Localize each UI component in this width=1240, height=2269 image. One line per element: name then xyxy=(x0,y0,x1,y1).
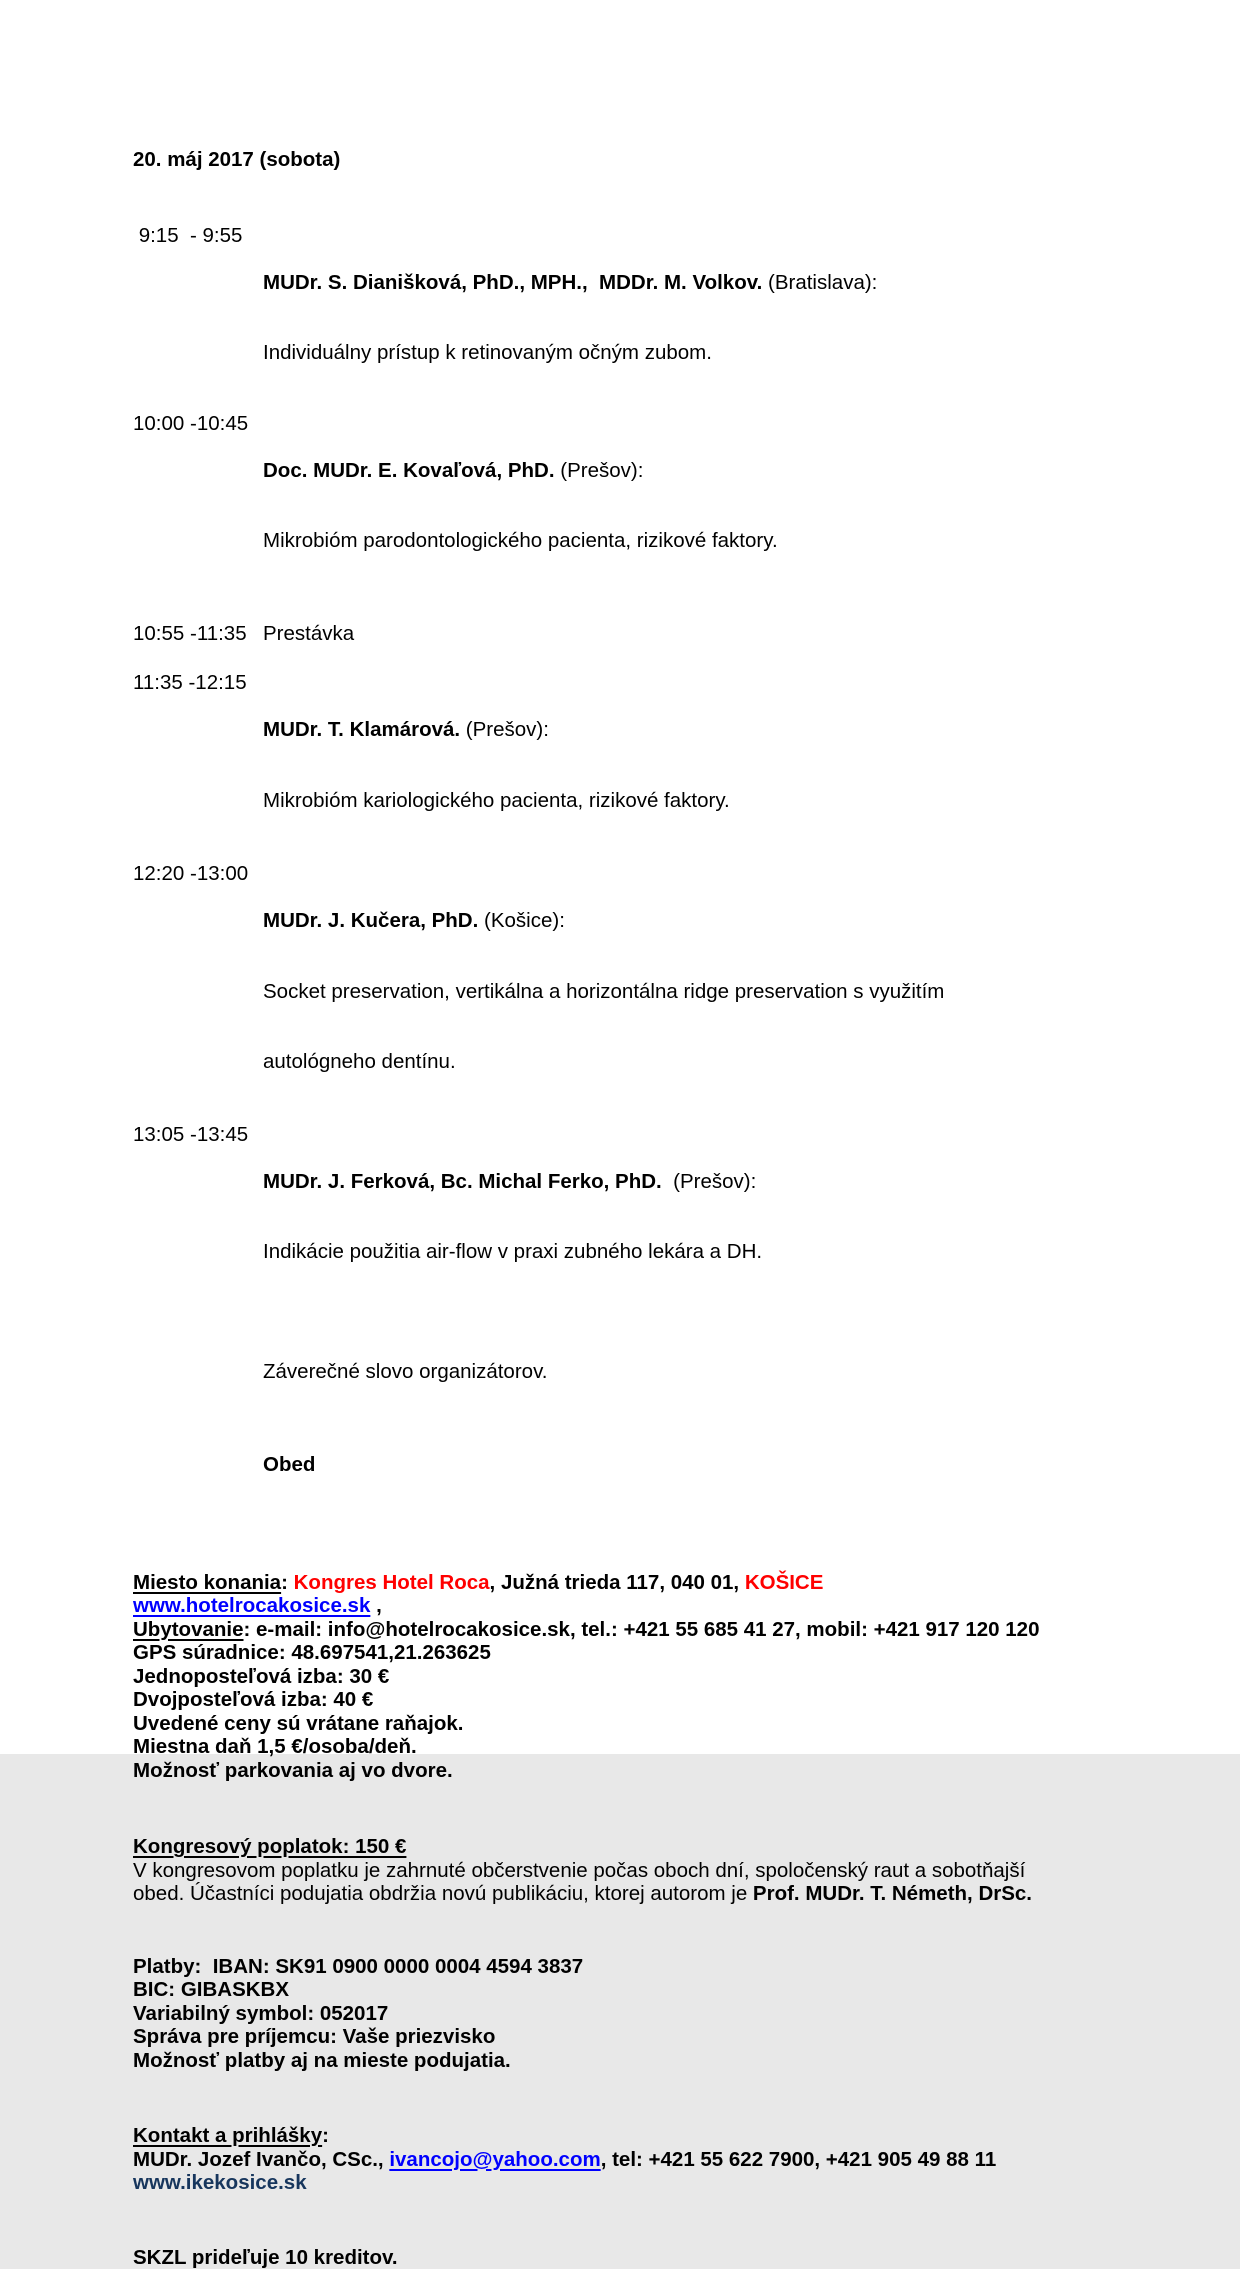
publication-author: Prof. MUDr. T. Németh, DrSc. xyxy=(753,1882,1032,1905)
session-content xyxy=(263,862,1110,1121)
session-description: Mikrobióm kariologického pacienta, rizikové faktory. xyxy=(263,789,1110,813)
venue-website-line xyxy=(133,1594,1110,1618)
session-description: Socket preservation, vertikálna a horizontálna ridge preservation s využitím xyxy=(263,980,1110,1004)
session-time: 11:35 -12:15 xyxy=(133,671,263,859)
gps-line: GPS súradnice: 48.697541,21.263625 xyxy=(133,1641,1110,1665)
contact-phones: , tel: +421 55 622 7900, +421 905 49 88 11 xyxy=(601,2148,997,2171)
venue-label: Miesto konania xyxy=(133,1571,281,1594)
contact-email-link[interactable]: ivancojo@yahoo.com xyxy=(389,2148,600,2171)
venue-section xyxy=(133,1571,1110,1783)
session-heading xyxy=(263,718,1110,742)
contact-website-line xyxy=(133,2171,1110,2195)
session-content xyxy=(263,1123,1110,1311)
session-speakers: MUDr. J. Kučera, PhD. xyxy=(263,909,478,932)
bic-line: BIC: GIBASKBX xyxy=(133,1978,1110,2002)
payment-section xyxy=(133,1955,1110,2073)
venue-label-separator: : xyxy=(281,1571,294,1594)
fee-heading: Kongresový poplatok: 150 € xyxy=(133,1835,406,1858)
fee-description-line1: V kongresovom poplatku je zahrnuté občerstvenie počas oboch dní, spoločenský raut a sobotňajší xyxy=(133,1859,1110,1883)
accommodation-details: : e-mail: info@hotelrocakosice.sk, tel.: +421 55 685 41 27, mobil: +421 917 120 120 xyxy=(244,1618,1040,1641)
session-heading xyxy=(263,1170,1110,1194)
closing-remarks: Záverečné slovo organizátorov. xyxy=(263,1360,1110,1384)
session-heading xyxy=(263,271,1110,295)
contact-heading: Kontakt a prihlášky xyxy=(133,2124,322,2147)
contact-website-link[interactable]: www.ikekosice.sk xyxy=(133,2171,307,2194)
parking-line: Možnosť parkovania aj vo dvore. xyxy=(133,1759,1110,1783)
accommodation-label: Ubytovanie xyxy=(133,1618,244,1641)
credits-note: SKZL prideľuje 10 kreditov. xyxy=(133,2246,1110,2269)
session-time: 9:15 - 9:55 xyxy=(133,224,263,412)
venue-city: KOŠICE xyxy=(745,1571,824,1594)
session-row xyxy=(133,224,1110,412)
contact-heading-colon: : xyxy=(322,2124,329,2147)
break-row xyxy=(133,622,1110,646)
session-location: (Prešov): xyxy=(460,718,549,741)
contact-heading-line xyxy=(133,2124,1110,2148)
variable-symbol-line: Variabilný symbol: 052017 xyxy=(133,2002,1110,2026)
breakfast-line: Uvedené ceny sú vrátane raňajok. xyxy=(133,1712,1110,1736)
fee-section xyxy=(133,1835,1110,1906)
contact-section xyxy=(133,2124,1110,2195)
onsite-payment-line: Možnosť platby aj na mieste podujatia. xyxy=(133,2049,1110,2073)
session-time: 10:00 -10:45 xyxy=(133,412,263,600)
venue-website-link[interactable]: www.hotelrocakosice.sk xyxy=(133,1594,370,1617)
session-content xyxy=(263,224,1110,412)
tax-line: Miestna daň 1,5 €/osoba/deň. xyxy=(133,1735,1110,1759)
contact-person: MUDr. Jozef Ivančo, CSc., xyxy=(133,2148,389,2171)
session-location: (Prešov): xyxy=(662,1170,757,1193)
session-location: (Košice): xyxy=(478,909,565,932)
session-content xyxy=(263,412,1110,600)
session-speakers: MUDr. J. Ferková, Bc. Michal Ferko, PhD. xyxy=(263,1170,662,1193)
iban-line: Platby: IBAN: SK91 0900 0000 0004 4594 3837 xyxy=(133,1955,1110,1979)
session-content xyxy=(263,671,1110,859)
session-description: Indikácie použitia air-flow v praxi zubného lekára a DH. xyxy=(263,1240,1110,1264)
session-row xyxy=(133,671,1110,859)
accommodation-line xyxy=(133,1618,1110,1642)
recipient-message-line: Správa pre príjemcu: Vaše priezvisko xyxy=(133,2025,1110,2049)
date-header: 20. máj 2017 (sobota) xyxy=(133,148,1110,172)
session-description: Mikrobióm parodontologického pacienta, rizikové faktory. xyxy=(263,529,1110,553)
session-heading xyxy=(263,909,1110,933)
venue-name: Kongres Hotel Roca xyxy=(294,1571,490,1594)
session-time: 10:55 -11:35 xyxy=(133,622,263,646)
session-location: (Bratislava): xyxy=(762,271,877,294)
session-time: 12:20 -13:00 xyxy=(133,862,263,1121)
contact-person-line xyxy=(133,2148,1110,2172)
program-schedule xyxy=(133,224,1110,1477)
session-location: (Prešov): xyxy=(555,459,644,482)
fee-heading-line xyxy=(133,1835,1110,1859)
session-speakers: Doc. MUDr. E. Kovaľová, PhD. xyxy=(263,459,555,482)
session-heading xyxy=(263,459,1110,483)
session-row xyxy=(133,412,1110,600)
session-row xyxy=(133,1123,1110,1311)
venue-address: , Južná trieda 117, 040 01, xyxy=(490,1571,745,1594)
session-description: Individuálny prístup k retinovaným očným zubom. xyxy=(263,341,1110,365)
session-row xyxy=(133,862,1110,1121)
fee-description-line2-text: obed. Účastníci podujatia obdržia novú publikáciu, ktorej autorom je xyxy=(133,1882,753,1905)
session-description: autológneho dentínu. xyxy=(263,1050,1110,1074)
double-room-line: Dvojposteľová izba: 40 € xyxy=(133,1688,1110,1712)
single-room-line: Jednoposteľová izba: 30 € xyxy=(133,1665,1110,1689)
session-speakers: MUDr. T. Klamárová. xyxy=(263,718,460,741)
venue-website-suffix: , xyxy=(370,1594,381,1617)
session-speakers: MUDr. S. Dianišková, PhD., MPH., MDDr. M. Volkov. xyxy=(263,271,762,294)
session-time: 13:05 -13:45 xyxy=(133,1123,263,1311)
break-label: Prestávka xyxy=(263,622,1110,646)
venue-line xyxy=(133,1571,1110,1595)
fee-description-line2 xyxy=(133,1882,1110,1906)
lunch-label: Obed xyxy=(263,1453,1110,1477)
